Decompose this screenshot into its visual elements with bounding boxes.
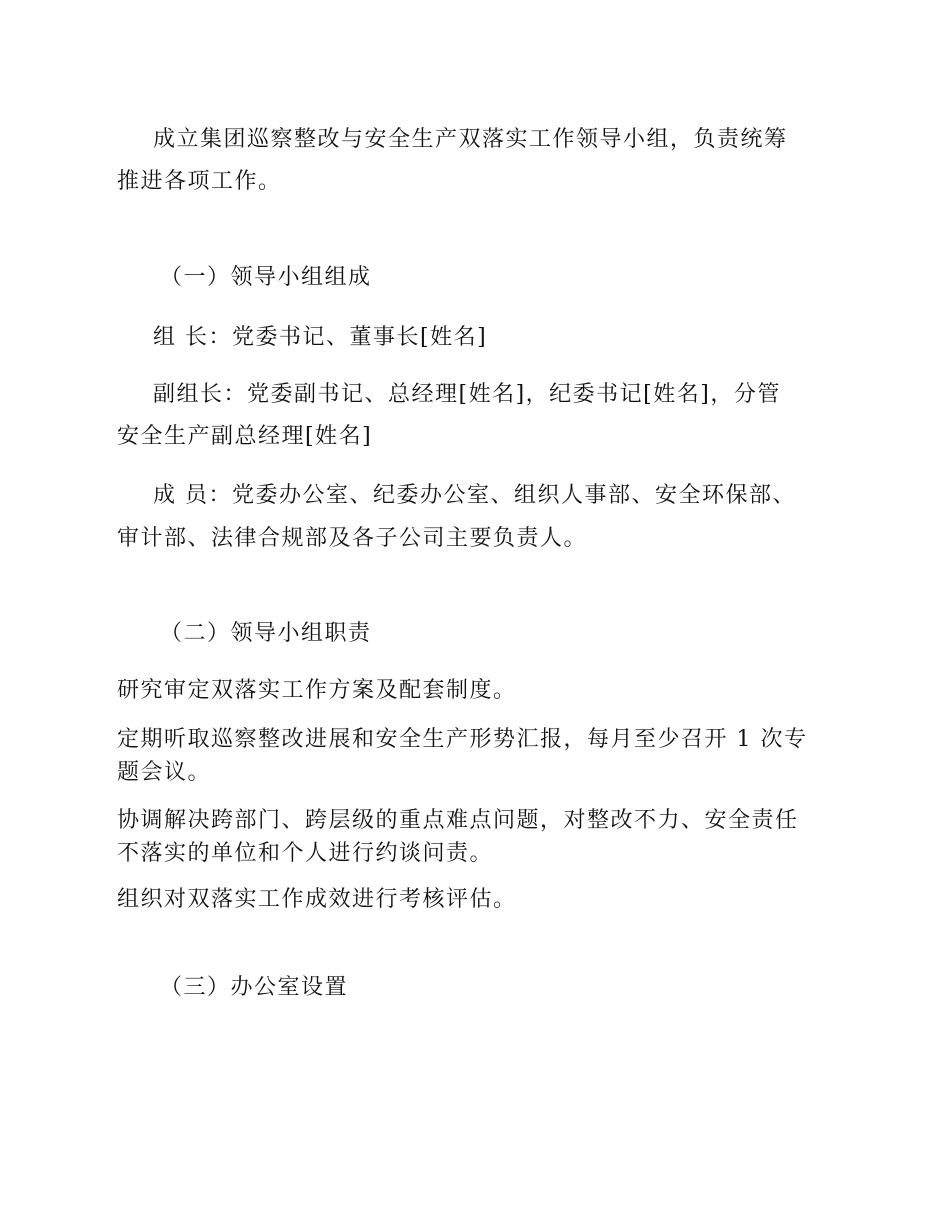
duty-item-1: 研究审定双落实工作方案及配套制度。 bbox=[117, 678, 517, 703]
duty-item-3-line-1: 协调解决跨部门、跨层级的重点难点问题，对整改不力、安全责任 bbox=[117, 808, 799, 833]
intro-paragraph-line-1: 成立集团巡察整改与安全生产双落实工作领导小组，负责统筹 bbox=[153, 127, 788, 152]
duty-item-2-line-1: 定期听取巡察整改进展和安全生产形势汇报，每月至少召开 1 次专 bbox=[117, 727, 808, 752]
section-heading-office: （三）办公室设置 bbox=[160, 975, 349, 1000]
leader-line: 组 长：党委书记、董事长[姓名] bbox=[153, 325, 488, 350]
duty-item-4: 组织对双落实工作成效进行考核评估。 bbox=[117, 887, 517, 912]
section-heading-responsibilities: （二）领导小组职责 bbox=[160, 621, 372, 646]
duty-item-3-line-2: 不落实的单位和个人进行约谈问责。 bbox=[117, 841, 494, 866]
deputy-leader-line-1: 副组长：党委副书记、总经理[姓名]，纪委书记[姓名]，分管 bbox=[153, 382, 781, 407]
members-line-2: 审计部、法律合规部及各子公司主要负责人。 bbox=[117, 526, 588, 551]
section-heading-composition: （一）领导小组组成 bbox=[160, 265, 372, 290]
deputy-leader-line-2: 安全生产副总经理[姓名] bbox=[117, 424, 373, 449]
members-line-1: 成 员：党委办公室、纪委办公室、组织人事部、安全环保部、 bbox=[153, 483, 796, 508]
intro-paragraph-line-2: 推进各项工作。 bbox=[117, 169, 282, 194]
duty-item-2-line-2: 题会议。 bbox=[117, 760, 212, 785]
